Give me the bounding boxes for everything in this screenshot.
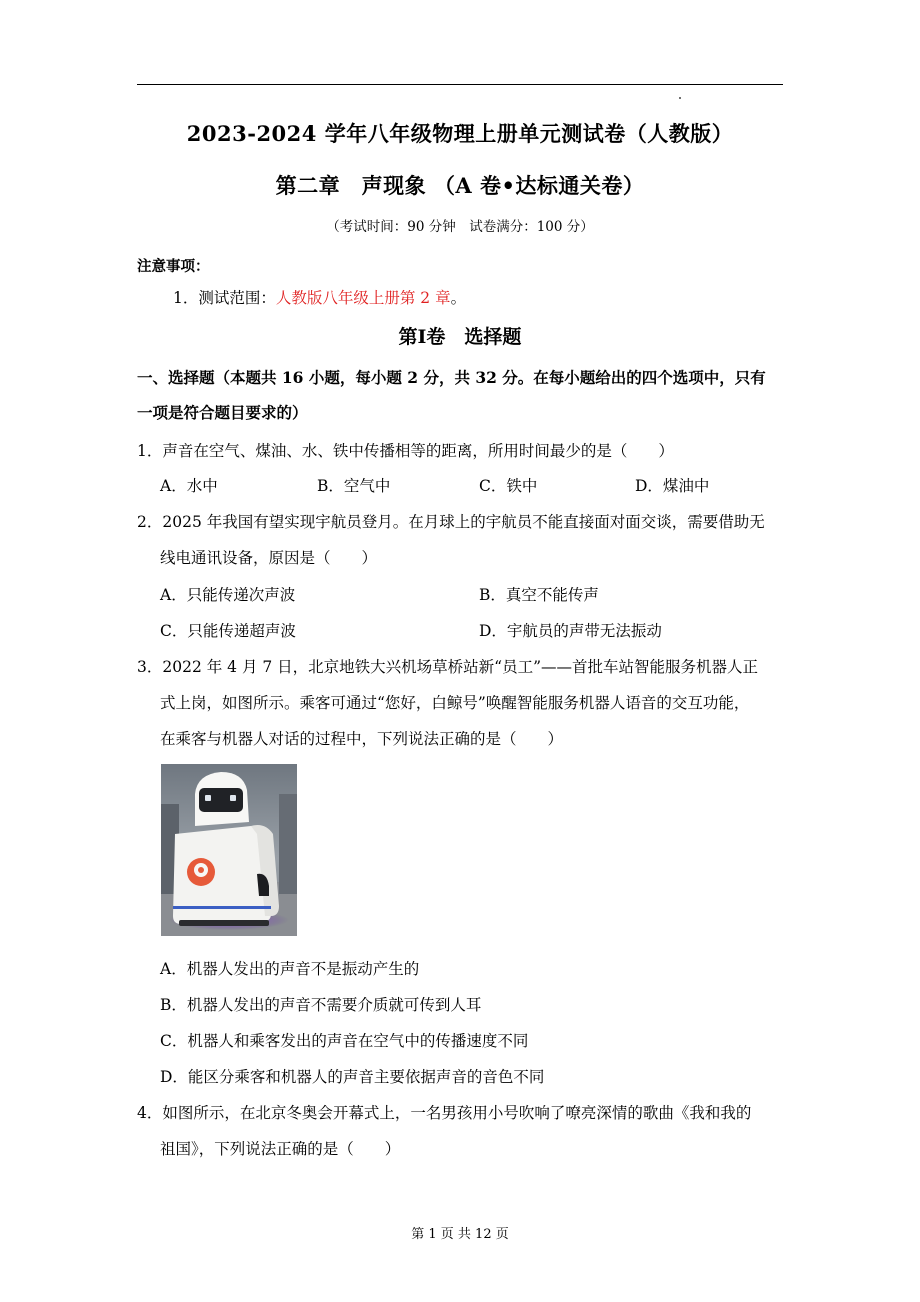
question-1-option-b: B．空气中 <box>317 477 391 495</box>
question-2-stem-line-2: 线电通讯设备，原因是（ ） <box>160 549 378 567</box>
question-1-option-c: C．铁中 <box>479 477 538 495</box>
header-rule <box>137 84 783 85</box>
question-3-stem-line-1: 3．2022 年 4 月 7 日，北京地铁大兴机场草桥站新“员工”——首批车站智能服务机器人正 <box>137 658 759 676</box>
question-4-stem-line-2: 祖国》，下列说法正确的是（ ） <box>160 1140 401 1158</box>
question-3-option-b: B．机器人发出的声音不需要介质就可传到人耳 <box>160 996 482 1014</box>
question-1-option-d: D．煤油中 <box>635 477 710 495</box>
exam-title: 2023-2024 学年八年级物理上册单元测试卷（人教版） <box>186 121 734 146</box>
question-1-stem: 1．声音在空气、煤油、水、铁中传播相等的距离，所用时间最少的是（ ） <box>137 442 674 460</box>
notes-item-1-suffix: 。 <box>450 289 467 307</box>
notes-heading: 注意事项： <box>137 258 210 275</box>
question-2-option-b: B．真空不能传声 <box>479 586 599 604</box>
notes-item-1 <box>173 286 466 308</box>
robot-illustration <box>161 764 297 936</box>
question-2-option-d: D．宇航员的声带无法振动 <box>479 622 662 640</box>
robot-photo <box>161 764 297 936</box>
chapter-title: 第二章 声现象 （A 卷•达标通关卷） <box>275 173 645 198</box>
question-2-option-c: C．只能传递超声波 <box>160 622 296 640</box>
question-2-stem-line-1: 2．2025 年我国有望实现宇航员登月。在月球上的宇航员不能直接面对面交谈，需要借助无 <box>137 513 765 531</box>
question-3-option-c: C．机器人和乘客发出的声音在空气中的传播速度不同 <box>160 1032 529 1050</box>
part1-heading-line-2: 一项是符合题目要求的） <box>137 403 308 422</box>
question-3-stem-line-3: 在乘客与机器人对话的过程中，下列说法正确的是（ ） <box>160 730 564 748</box>
header-dot <box>679 97 681 99</box>
notes-item-1-scope: 人教版八年级上册第 2 章 <box>275 289 451 307</box>
notes-item-1-prefix: 1．测试范围： <box>173 289 276 307</box>
question-2-option-a: A．只能传递次声波 <box>160 586 296 604</box>
question-1-option-a: A．水中 <box>160 477 218 495</box>
question-3-option-a: A．机器人发出的声音不是振动产生的 <box>160 960 420 978</box>
exam-info: （考试时间：90 分钟 试卷满分：100 分） <box>326 219 594 235</box>
question-3-stem-line-2: 式上岗，如图所示。乘客可通过“您好，白鲸号”唤醒智能服务机器人语音的交互功能， <box>160 694 750 712</box>
section-title: 第Ⅰ卷 选择题 <box>398 326 522 348</box>
part1-heading-line-1: 一、选择题（本题共 16 小题，每小题 2 分，共 32 分。在每小题给出的四个选项中，只有 <box>137 368 766 387</box>
question-4-stem-line-1: 4．如图所示，在北京冬奥会开幕式上，一名男孩用小号吹响了嘹亮深情的歌曲《我和我的 <box>137 1104 752 1122</box>
page-footer: 第 1 页 共 12 页 <box>411 1227 509 1242</box>
question-3-option-d: D．能区分乘客和机器人的声音主要依据声音的音色不同 <box>160 1068 545 1086</box>
